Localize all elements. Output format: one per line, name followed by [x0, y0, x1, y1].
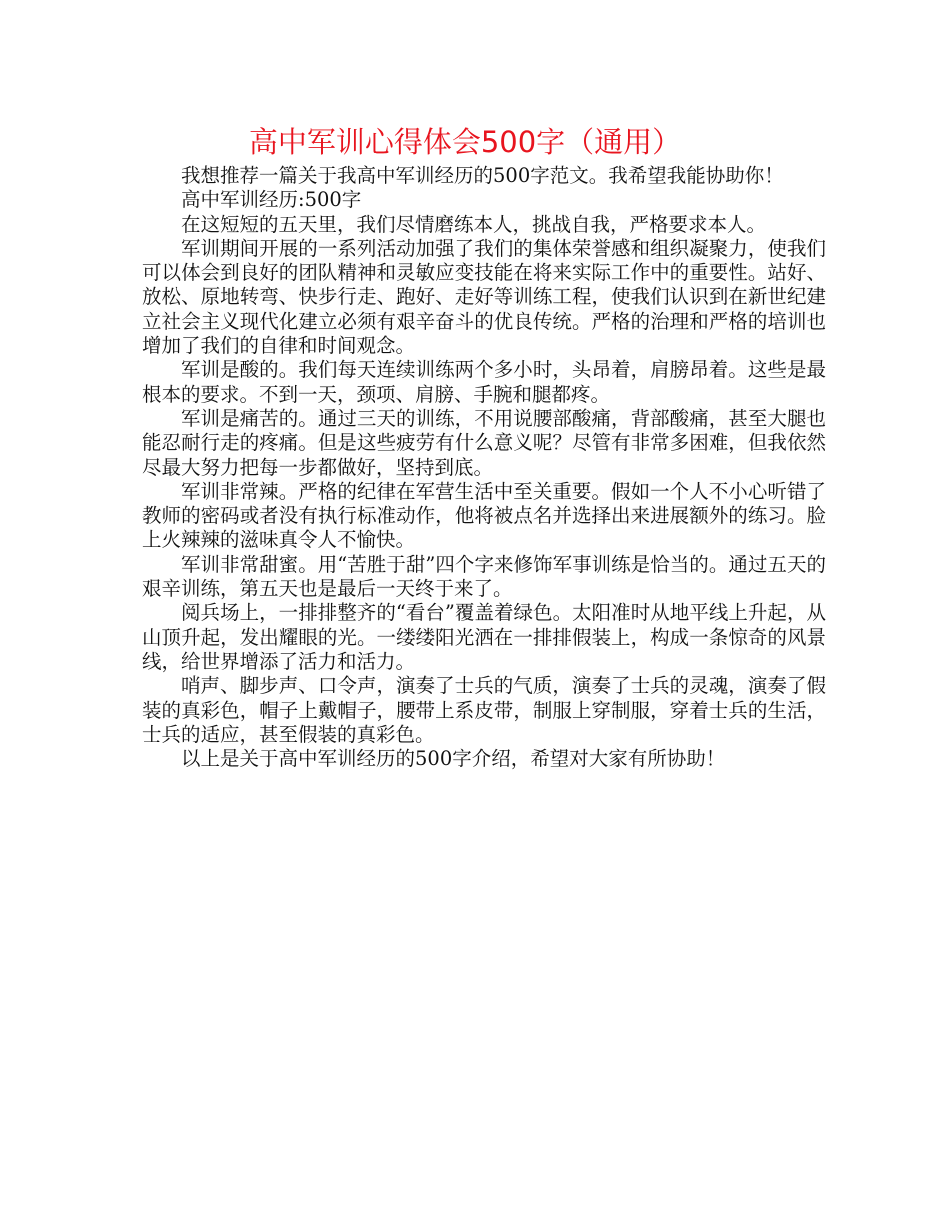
paragraph-subtitle: 高中军训经历:500字 [181, 188, 362, 212]
paragraph-spicy: 军训非常辣。严格的纪律在军营生活中至关重要。假如一个人不小心听错了教师的密码或者没有执行标准动作，他将被点名并选择出来进展额外的练习。脸上火辣辣的滋味真令人不愉快。 [142, 479, 826, 552]
paragraph-sweet: 军训非常甜蜜。用“苦胜于甜”四个字来修饰军事训练是恰当的。通过五天的艰辛训练，第五天也是最后一天终于来了。 [142, 552, 826, 601]
paragraph-sour: 军训是酸的。我们每天连续训练两个多小时，头昂着，肩膀昂着。这些是最根本的要求。不到一天，颈项、肩膀、手腕和腿都疼。 [142, 358, 826, 406]
document-body [142, 164, 826, 771]
paragraph-five-days: 在这短短的五天里，我们尽情磨练本人，挑战自我，严格要求本人。 [181, 212, 767, 236]
paragraph-activities: 军训期间开展的一系列活动加强了我们的集体荣誉感和组织凝聚力，使我们可以体会到良好的团队精神和灵敏应变技能在将来实际工作中的重要性。站好、放松、原地转弯、快步行走、跑好、走好等训练工程，使我们认识到在新世纪建立社会主义现代化建立必须有艰辛奋斗的优良传统。严格的治理和严格的培训也增加了我们的自律和时间观念。 [142, 236, 826, 358]
document-title: 高中军训心得体会500字（通用） [248, 125, 682, 159]
paragraph-conclusion: 以上是关于高中军训经历的500字介绍，希望对大家有所协助！ [181, 747, 726, 771]
paragraph-intro: 我想推荐一篇关于我高中军训经历的500字范文。我希望我能协助你！ [181, 164, 784, 187]
paragraph-parade: 阅兵场上，一排排整齐的“看台”覆盖着绿色。太阳准时从地平线上升起，从山顶升起，发出耀眼的光。一缕缕阳光洒在一排排假装上，构成一条惊奇的风景线，给世界增添了活力和活力。 [142, 601, 826, 673]
paragraph-sounds: 哨声、脚步声、口令声，演奏了士兵的气质，演奏了士兵的灵魂，演奏了假装的真彩色，帽子上戴帽子，腰带上系皮带，制服上穿制服，穿着士兵的生活，士兵的适应，甚至假装的真彩色。 [142, 674, 826, 746]
paragraph-painful: 军训是痛苦的。通过三天的训练，不用说腰部酸痛，背部酸痛，甚至大腿也能忍耐行走的疼痛。但是这些疲劳有什么意义呢？尽管有非常多困难，但我依然尽最大努力把每一步都做好，坚持到底。 [142, 406, 826, 479]
